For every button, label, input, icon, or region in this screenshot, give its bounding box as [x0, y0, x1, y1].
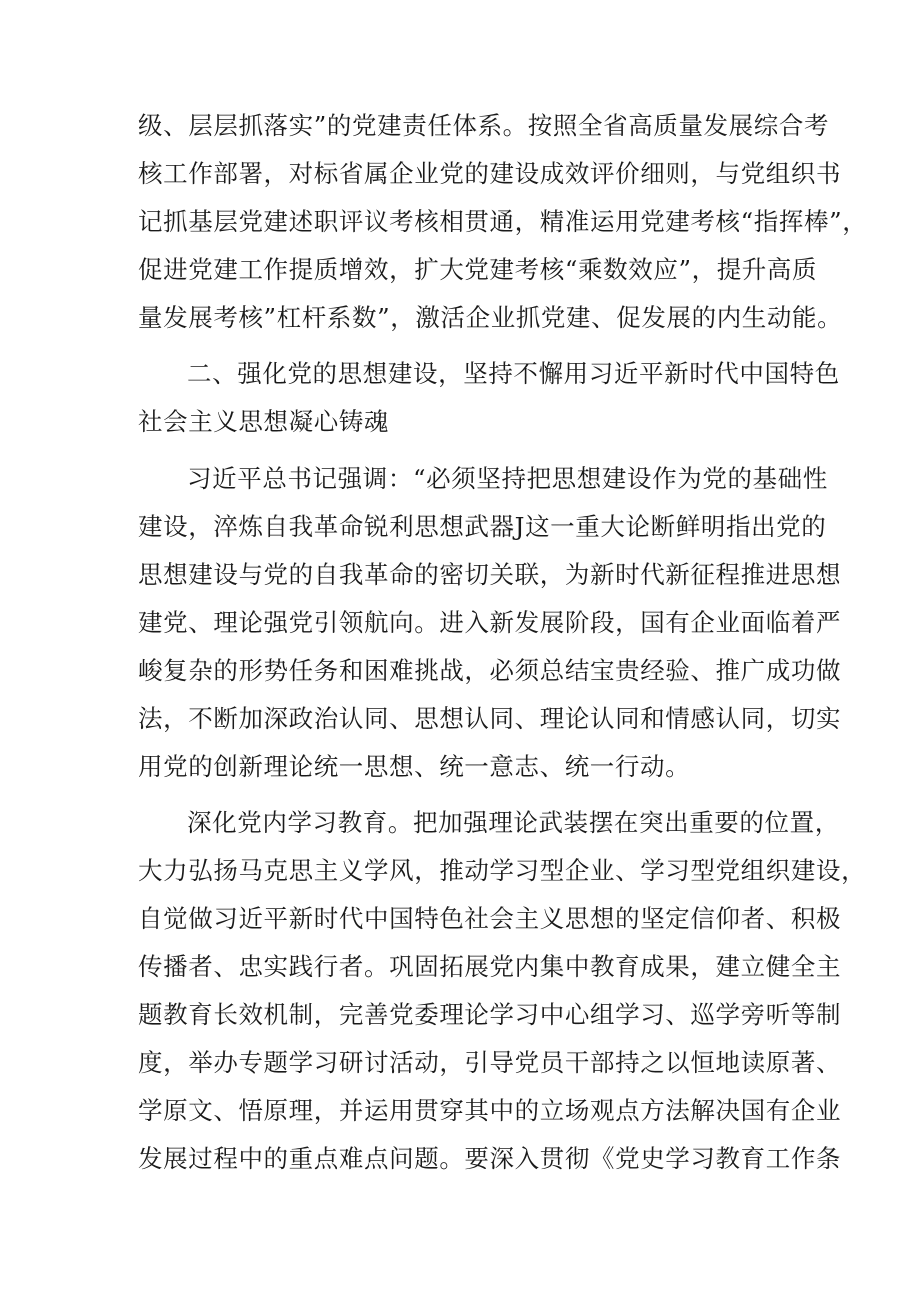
- paragraph-3-line: 度 ， 举 办 专 题 学 习 研 讨 活 动 ， 引 导 党 员 干 部 持 之 以 恒 地 读 原 著 、: [138, 1048, 842, 1077]
- paragraph-1-line: 记 抓 基 层 党 建 述 职 评 议 考 核 相 贯 通 ， 精 准 运 用 党 建 考 核 “ 指 挥 棒 ” ，: [138, 207, 868, 236]
- paragraph-3-line: 自 觉 做 习 近 平 新 时 代 中 国 特 色 社 会 主 义 思 想 的 坚 定 信 仰 者 、 积 极: [138, 904, 842, 933]
- paragraph-3-line: 发 展 过 程 中 的 重 点 难 点 问 题 。 要 深 入 贯 彻 《 党 史 学 习 教 育 工 作 条: [138, 1144, 842, 1173]
- paragraph-2-line: 建 党 、 理 论 强 党 引 领 航 向 。 进 入 新 发 展 阶 段 ， 国 有 企 业 面 临 着 严: [138, 608, 842, 637]
- paragraph-3-line: 大 力 弘 扬 马 克 思 主 义 学 风 ， 推 动 学 习 型 企 业 、 学 习 型 党 组 织 建 设 ，: [138, 856, 867, 885]
- paragraph-2-line: 用党的创新理论统一思想、统一意志、统一行动。: [138, 752, 691, 781]
- paragraph-3-line: 学 原 文 、 悟 原 理 ， 并 运 用 贯 穿 其 中 的 立 场 观 点 方 法 解 决 国 有 企 业: [138, 1096, 842, 1125]
- paragraph-3-line: 题 教 育 长 效 机 制 ， 完 善 党 委 理 论 学 习 中 心 组 学 习 、 巡 学 旁 听 等 制: [138, 1000, 842, 1029]
- section-heading-2-line: 二 、 强 化 党 的 思 想 建 设 ， 坚 持 不 懈 用 习 近 平 新 时 代 中 国 特 色: [187, 359, 840, 388]
- paragraph-2-line: 思 想 建 设 与 党 的 自 我 革 命 的 密 切 关 联 ， 为 新 时 代 新 征 程 推 进 思 想: [138, 560, 842, 589]
- paragraph-2-line: 法 ， 不 断 加 深 政 治 认 同 、 思 想 认 同 、 理 论 认 同 和 情 感 认 同 ， 切 实: [138, 704, 842, 733]
- paragraph-2-line: 建 设 ， 淬 炼 自 我 革 命 锐 利 思 想 武 器 J 这 一 重 大 论 断 鲜 明 指 出 党 的: [138, 512, 827, 541]
- paragraph-2-line: 峻 复 杂 的 形 势 任 务 和 困 难 挑 战 ， 必 须 总 结 宝 贵 经 验 、 推 广 成 功 做: [138, 656, 842, 685]
- paragraph-1-line: 级 、 层 层 抓 落 实 ” 的 党 建 责 任 体 系 。 按 照 全 省 高 质 量 发 展 综 合 考: [138, 111, 830, 140]
- paragraph-1-line: 量 发 展 考 核 ” 杠 杆 系 数 ” ， 激 活 企 业 抓 党 建 、 促 发 展 的 内 生 动 能 。: [138, 303, 843, 332]
- paragraph-3-line: 传 播 者 、 忠 实 践 行 者 。 巩 固 拓 展 党 内 集 中 教 育 成 果 ， 建 立 健 全 主: [138, 952, 842, 981]
- paragraph-2-line: 习 近 平 总 书 记 强 调 ： “ 必 须 坚 持 把 思 想 建 设 作 为 党 的 基 础 性: [187, 464, 828, 493]
- paragraph-3-line: 深 化 党 内 学 习 教 育 。 把 加 强 理 论 武 装 摆 在 突 出 重 要 的 位 置 ，: [187, 808, 840, 837]
- paragraph-1-line: 核 工 作 部 署 ， 对 标 省 属 企 业 党 的 建 设 成 效 评 价 细 则 ， 与 党 组 织 书: [138, 159, 842, 188]
- paragraph-1-line: 促 进 党 建 工 作 提 质 增 效 ， 扩 大 党 建 考 核 “ 乘 数 效 应 ” ， 提 升 高 质: [138, 255, 818, 284]
- section-heading-2-line: 社会主义思想凝心铸魂: [138, 407, 389, 436]
